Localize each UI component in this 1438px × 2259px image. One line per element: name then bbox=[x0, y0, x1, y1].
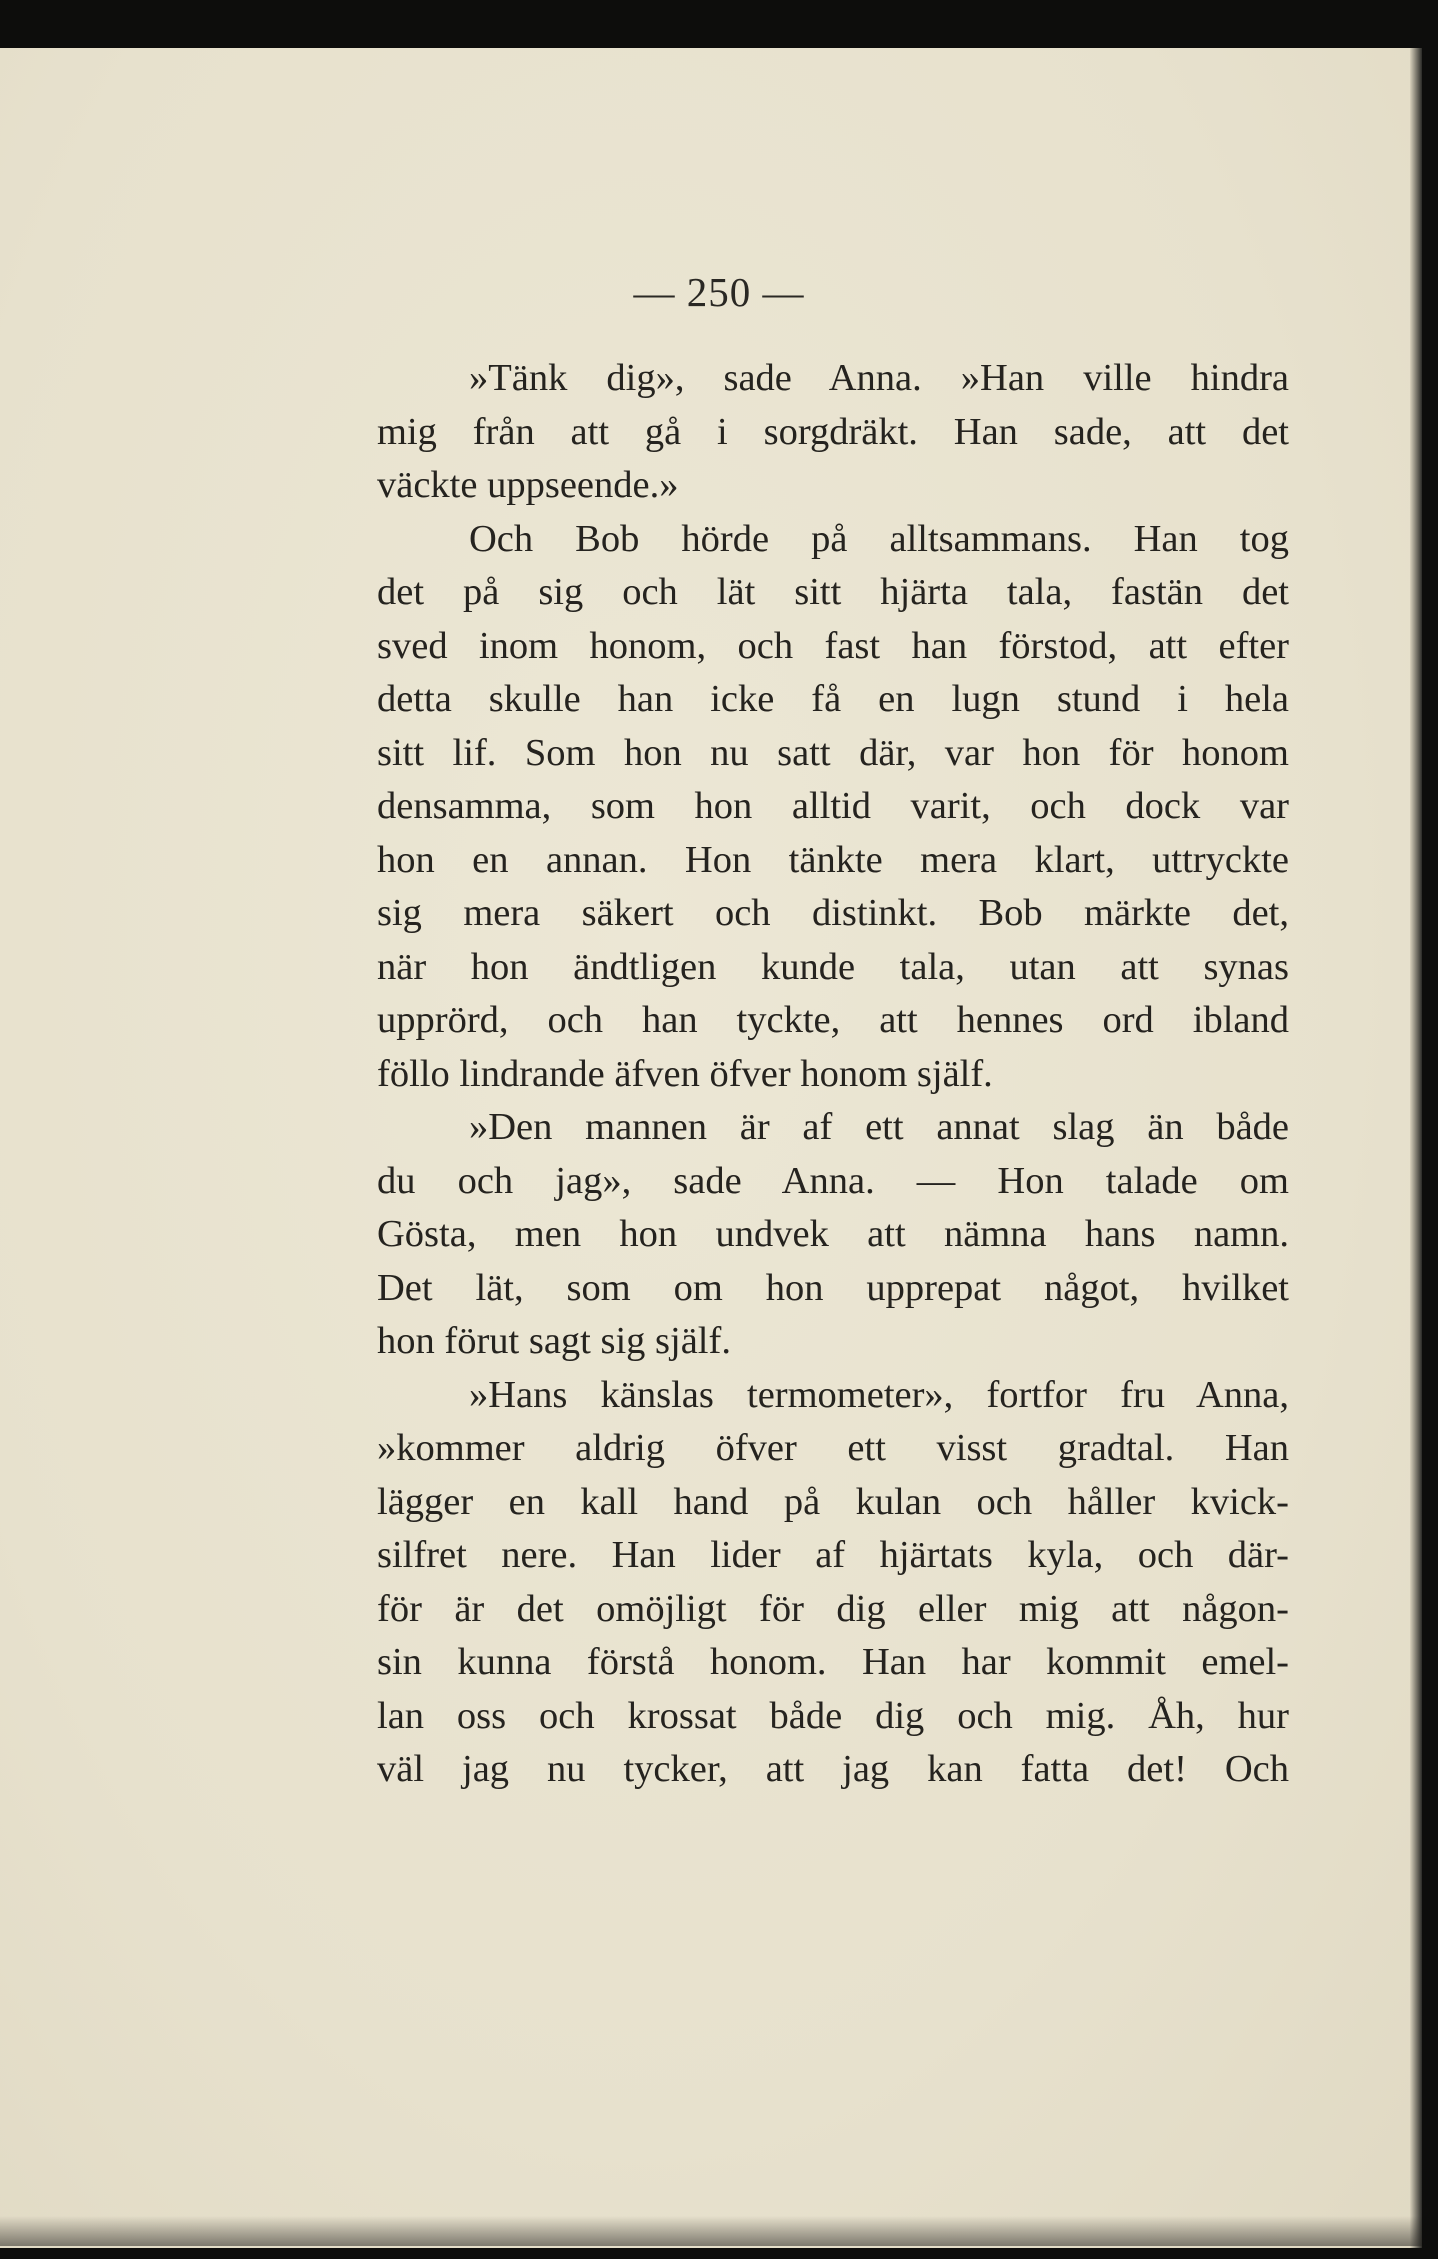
text-line: »kommer aldrig öfver ett visst gradtal. Han bbox=[377, 1427, 1289, 1469]
text-line: när hon ändtligen kunde tala, utan att synas bbox=[377, 945, 1289, 988]
text-line: hon en annan. Hon tänkte mera klart, uttryckte bbox=[377, 838, 1289, 881]
text-line: det på sig och lät sitt hjärta tala, fastän det bbox=[377, 571, 1289, 613]
text-line: väckte uppseende.» bbox=[377, 464, 679, 506]
page-number: — 250 — bbox=[633, 269, 805, 315]
text-line: hon förut sagt sig själf. bbox=[377, 1320, 731, 1362]
text-line: föllo lindrande äfven öfver honom själf. bbox=[377, 1052, 993, 1095]
text-line: »Hans känslas termometer», fortfor fru Anna, bbox=[469, 1373, 1289, 1416]
text-line: Och Bob hörde på alltsammans. Han tog bbox=[469, 517, 1289, 560]
text-line: lan oss och krossat både dig och mig. Åh, hur bbox=[377, 1694, 1289, 1737]
text-line: densamma, som hon alltid varit, och dock var bbox=[377, 785, 1289, 827]
text-line: upprörd, och han tyckte, att hennes ord ibland bbox=[377, 999, 1289, 1041]
text-line: väl jag nu tycker, att jag kan fatta det! Och bbox=[377, 1748, 1289, 1790]
text-line: sin kunna förstå honom. Han har kommit emel- bbox=[377, 1641, 1289, 1683]
text-line: sig mera säkert och distinkt. Bob märkte det, bbox=[377, 892, 1289, 934]
page-bottom-shadow bbox=[0, 2216, 1422, 2246]
text-line: sved inom honom, och fast han förstod, att efter bbox=[377, 624, 1289, 667]
text-line: silfret nere. Han lider af hjärtats kyla, och där- bbox=[377, 1534, 1289, 1576]
page-edge-shadow bbox=[1410, 48, 1422, 2248]
text-line: för är det omöjligt för dig eller mig att någon- bbox=[377, 1587, 1289, 1630]
text-line: Gösta, men hon undvek att nämna hans namn. bbox=[377, 1213, 1289, 1255]
text-line: mig från att gå i sorgdräkt. Han sade, att det bbox=[377, 410, 1289, 453]
text-line: Det lät, som om hon upprepat något, hvilket bbox=[377, 1266, 1289, 1309]
body-text bbox=[377, 352, 1289, 1797]
text-line: »Den mannen är af ett annat slag än både bbox=[469, 1106, 1289, 1148]
text-line: detta skulle han icke få en lugn stund i hela bbox=[377, 678, 1289, 720]
text-line: lägger en kall hand på kulan och håller kvick- bbox=[377, 1480, 1289, 1523]
text-line: sitt lif. Som hon nu satt där, var hon för honom bbox=[377, 731, 1289, 774]
text-line: du och jag», sade Anna. — Hon talade om bbox=[377, 1159, 1289, 1202]
text-line: »Tänk dig», sade Anna. »Han ville hindra bbox=[469, 357, 1289, 399]
